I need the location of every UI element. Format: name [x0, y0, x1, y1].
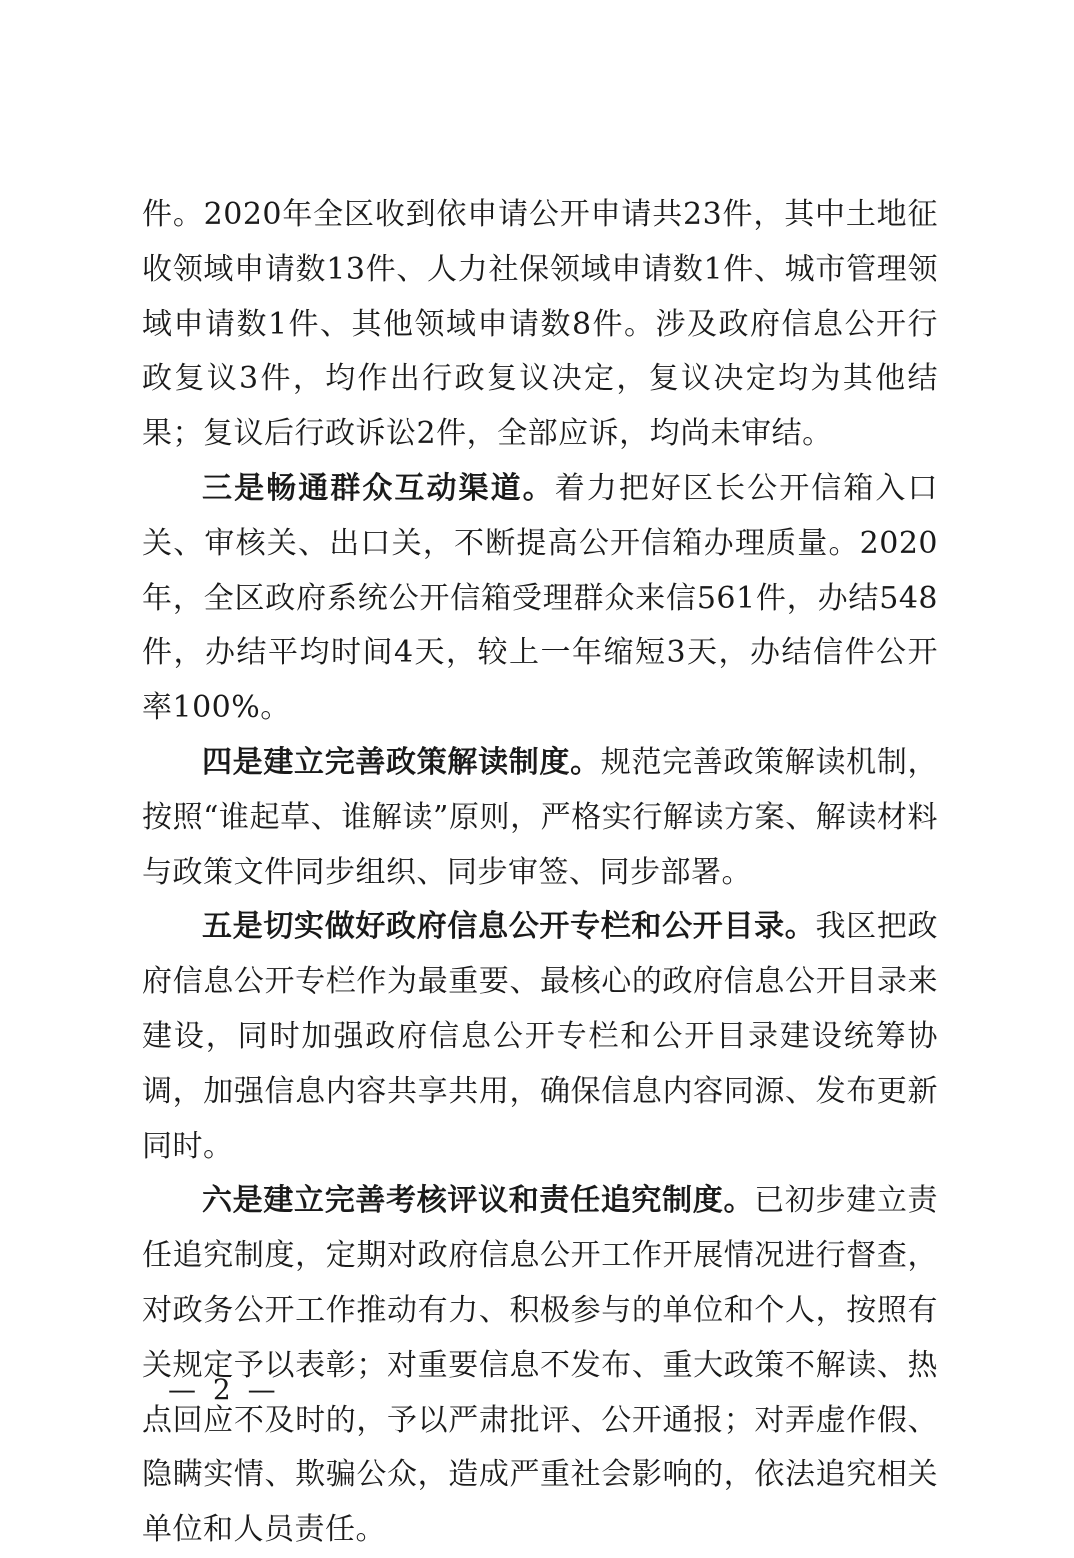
- paragraph-text: 着力把好区长公开信箱入口关、审核关、出口关，不断提高公开信箱办理质量。2020年，全区政府系统公开信箱受理群众来信561件，办结548件，办结平均时间4天，较上一年缩短3天，办结信件公开率100%。: [142, 470, 938, 726]
- paragraph-mailbox-channel: [142, 462, 938, 736]
- paragraph-policy-interpretation: [142, 736, 938, 900]
- paragraph-lead: 五是切实做好政府信息公开专栏和公开目录。: [202, 909, 816, 945]
- document-body: [142, 188, 938, 1558]
- paragraph-text: 件。2020年全区收到依申请公开申请共23件，其中土地征收领域申请数13件、人力社保领域申请数1件、城市管理领域申请数1件、其他领域申请数8件。涉及政府信息公开行政复议3件，均作出行政复议决定，复议决定均为其他结果；复议后行政诉讼2件，全部应诉，均尚未审结。: [142, 197, 938, 452]
- paragraph-accountability: [142, 1174, 938, 1558]
- paragraph-text: 已初步建立责任追究制度，定期对政府信息公开工作开展情况进行督查，对政务公开工作推动有力、积极参与的单位和个人，按照有关规定予以表彰；对重要信息不发布、重大政策不解读、热点回应不及时的，予以严肃批评、公开通报；对弄虚作假、隐瞒实情、欺骗公众，造成严重社会影响的，依法追究相关单位和人员责任。: [142, 1183, 939, 1548]
- page-number: — 2 —: [168, 1373, 280, 1406]
- paragraph-text: 规范完善政策解读机制，按照“谁起草、谁解读”原则，严格实行解读方案、解读材料与政策文件同步组织、同步审签、同步部署。: [142, 744, 939, 890]
- paragraph-lead: 六是建立完善考核评议和责任追究制度。: [202, 1183, 755, 1219]
- paragraph-lead: 三是畅通群众互动渠道。: [202, 470, 555, 506]
- paragraph-application-stats: [142, 188, 938, 462]
- paragraph-text: 我区把政府信息公开专栏作为最重要、最核心的政府信息公开目录来建设，同时加强政府信息公开专栏和公开目录建设统筹协调，加强信息内容共享共用，确保信息内容同源、发布更新同时。: [142, 909, 939, 1164]
- paragraph-disclosure-column: [142, 900, 938, 1174]
- paragraph-lead: 四是建立完善政策解读制度。: [202, 744, 601, 780]
